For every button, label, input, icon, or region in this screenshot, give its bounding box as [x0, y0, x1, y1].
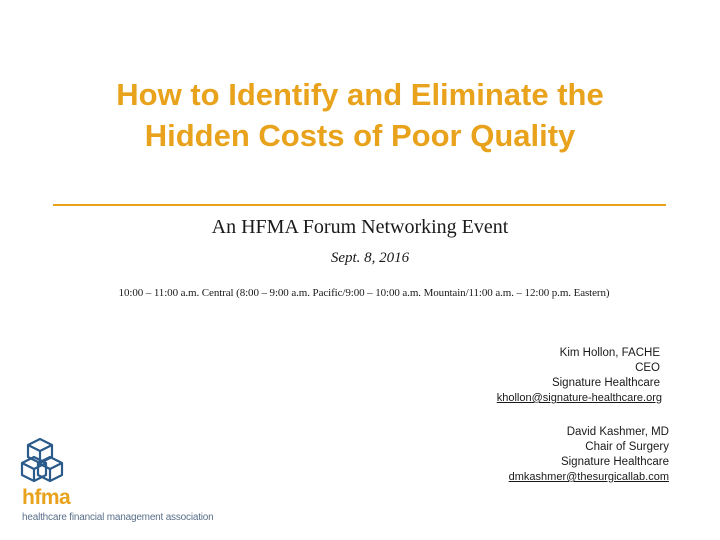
presenter-2-org: Signature Healthcare: [560, 456, 669, 468]
event-date: Sept. 8, 2016: [330, 250, 410, 266]
presenter-1: [497, 346, 660, 406]
presenter-1-role: CEO: [635, 362, 660, 374]
hfma-tagline: healthcare financial management association: [22, 512, 214, 523]
title-line-1: How to Identify and Eliminate the: [116, 77, 604, 112]
presenter-1-name: Kim Hollon, FACHE: [559, 347, 660, 359]
presenter-2: [509, 425, 669, 485]
presenter-1-email-link[interactable]: khollon@signature-healthcare.org: [496, 392, 662, 404]
slide-title: [40, 74, 680, 156]
event-times: 10:00 – 11:00 a.m. Central (8:00 – 9:00 a.m. Pacific/9:00 – 10:00 a.m. Mountain/11:00 a.m. – 12:00 p.m. Eastern): [118, 287, 610, 299]
event-subtitle: An HFMA Forum Networking Event: [211, 216, 509, 238]
presenter-1-org: Signature Healthcare: [551, 377, 660, 389]
presenter-2-email-link[interactable]: dmkashmer@thesurgicallab.com: [508, 471, 669, 483]
title-line-2: Hidden Costs of Poor Quality: [144, 118, 576, 153]
hfma-wordmark: hfma: [22, 486, 71, 509]
presenter-2-role: Chair of Surgery: [585, 441, 669, 453]
presenter-2-name: David Kashmer, MD: [566, 426, 669, 438]
title-divider: [53, 204, 666, 206]
hfma-cube-icon: [20, 436, 68, 484]
